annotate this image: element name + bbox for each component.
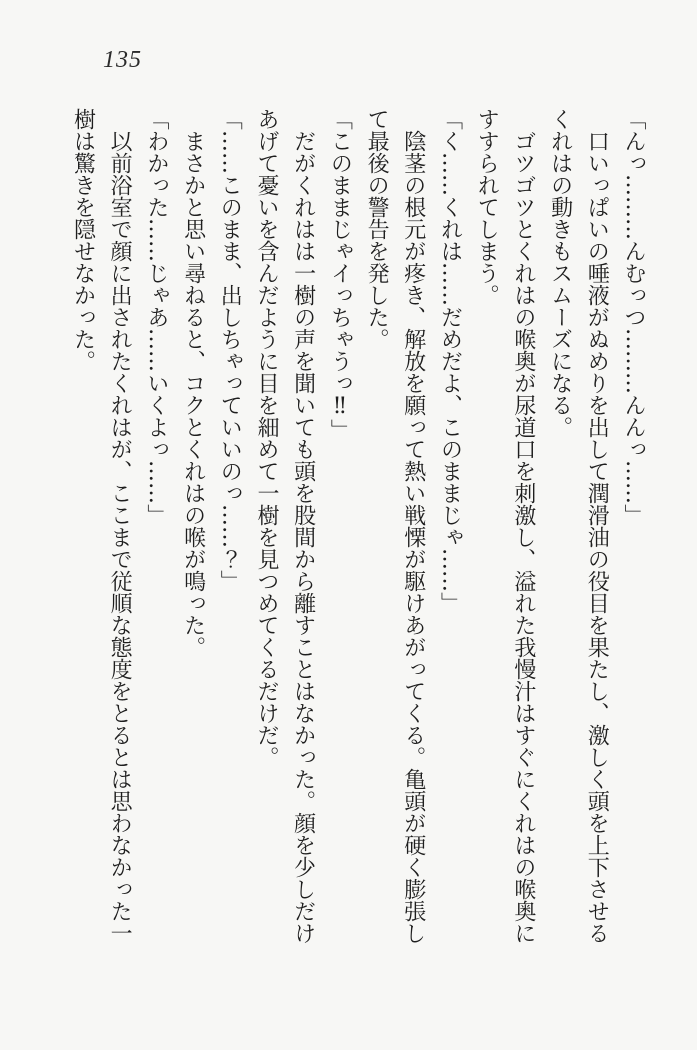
paragraph-dialogue-4: 「……このまま、出しちゃっていいのっ……？」	[217, 108, 243, 592]
paragraph-narrative-4: だがくれはは一樹の声を聞いても頭を股間から離すことはなかった。顔を少しだけあげて憂いを含んだように目を細めて一樹を見つめてくるだけだ。	[253, 108, 316, 944]
paragraph-narrative-1: 口いっぱいの唾液がぬめりを出して潤滑油の役目を果たし、激しく頭を上下させるくれはの動きもスムーズになる。	[547, 108, 610, 944]
paragraph-dialogue-3: 「このままじゃイっちゃうっ‼」	[327, 108, 353, 441]
paragraph-narrative-2: ゴツゴツとくれはの喉奥が尿道口を刺激し、溢れた我慢汁はすぐにくれはの喉奥にすすられてしまう。	[474, 108, 536, 944]
paragraph-narrative-6: 以前浴室で顔に出されたくれはが、ここまで従順な態度をとるとは思わなかった一樹は驚きを隠せなかった。	[70, 108, 133, 944]
paragraph-dialogue-2: 「く……くれは……だめだよ、このままじゃ……」	[437, 108, 463, 614]
paragraph-dialogue-1: 「んっ………んむっつ………んんっ……」	[621, 108, 646, 526]
paragraph-narrative-3: 陰茎の根元が疼き、解放を願って熱い戦慄が駆けあがってくる。亀頭が硬く膨張して最後の警告を発した。	[364, 108, 426, 944]
page-number: 135	[103, 47, 142, 73]
paragraph-dialogue-5: 「わかった……じゃあ……いくよっ……」	[143, 108, 169, 526]
page-text	[59, 108, 651, 948]
paragraph-narrative-5: まさかと思い尋ねると、コクとくれはの喉が鳴った。	[180, 130, 206, 658]
